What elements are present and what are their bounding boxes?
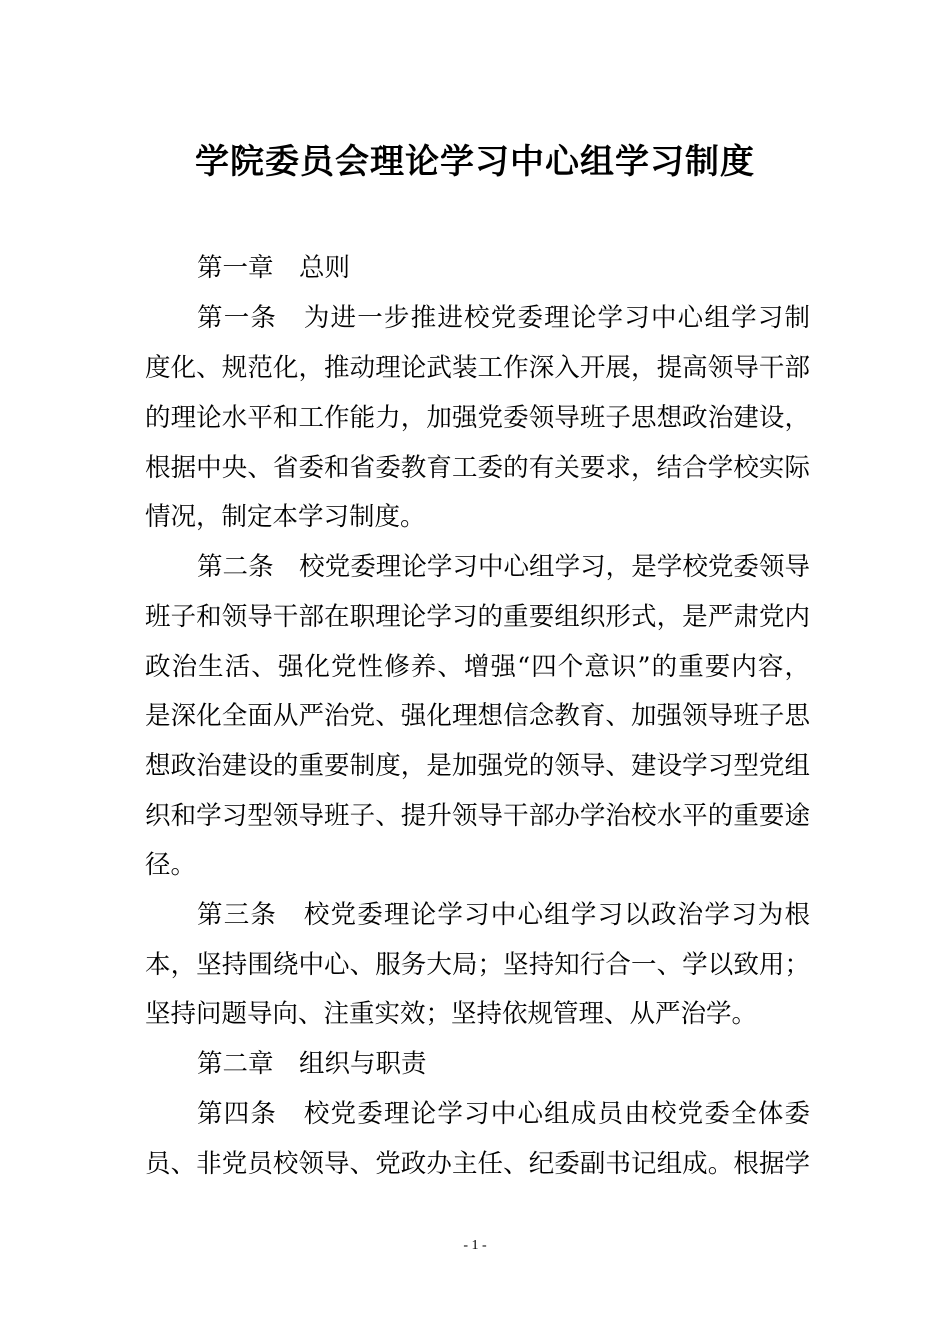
chapter-heading-1: 第一章 总则 [197, 253, 351, 283]
paragraph-line: 第一条 为进一步推进校党委理论学习中心组学习制 [197, 303, 810, 333]
paragraph-line: 第三条 校党委理论学习中心组学习以政治学习为根 [197, 900, 810, 930]
paragraph-line: 根据中央、省委和省委教育工委的有关要求，结合学校实际 [145, 453, 810, 483]
chapter-heading-2: 第二章 组织与职责 [197, 1049, 427, 1079]
paragraph-line: 是深化全面从严治党、强化理想信念教育、加强领导班子思 [145, 701, 810, 731]
paragraph-line: 想政治建设的重要制度，是加强党的领导、建设学习型党组 [145, 751, 810, 781]
paragraph-line: 织和学习型领导班子、提升领导干部办学治校水平的重要途 [145, 801, 810, 831]
paragraph-line: 员、非党员校领导、党政办主任、纪委副书记组成。根据学 [145, 1149, 810, 1179]
paragraph-line: 坚持问题导向、注重实效；坚持依规管理、从严治学。 [145, 999, 758, 1029]
paragraph-line: 的理论水平和工作能力，加强党委领导班子思想政治建设， [145, 403, 810, 433]
paragraph-line: 本，坚持围绕中心、服务大局；坚持知行合一、学以致用； [145, 950, 810, 980]
paragraph-line: 情况，制定本学习制度。 [145, 502, 426, 532]
paragraph-line: 度化、规范化，推动理论武装工作深入开展，提高领导干部 [145, 353, 810, 383]
paragraph-line: 第二条 校党委理论学习中心组学习，是学校党委领导 [197, 552, 810, 582]
page-number: - 1 - [463, 1238, 487, 1253]
paragraph-line: 政治生活、强化党性修养、增强“四个意识”的重要内容， [145, 652, 810, 682]
paragraph-line: 径。 [145, 850, 197, 880]
document-title: 学院委员会理论学习中心组学习制度 [195, 142, 755, 182]
paragraph-line: 第四条 校党委理论学习中心组成员由校党委全体委 [197, 1099, 810, 1129]
paragraph-line: 班子和领导干部在职理论学习的重要组织形式，是严肃党内 [145, 602, 810, 632]
